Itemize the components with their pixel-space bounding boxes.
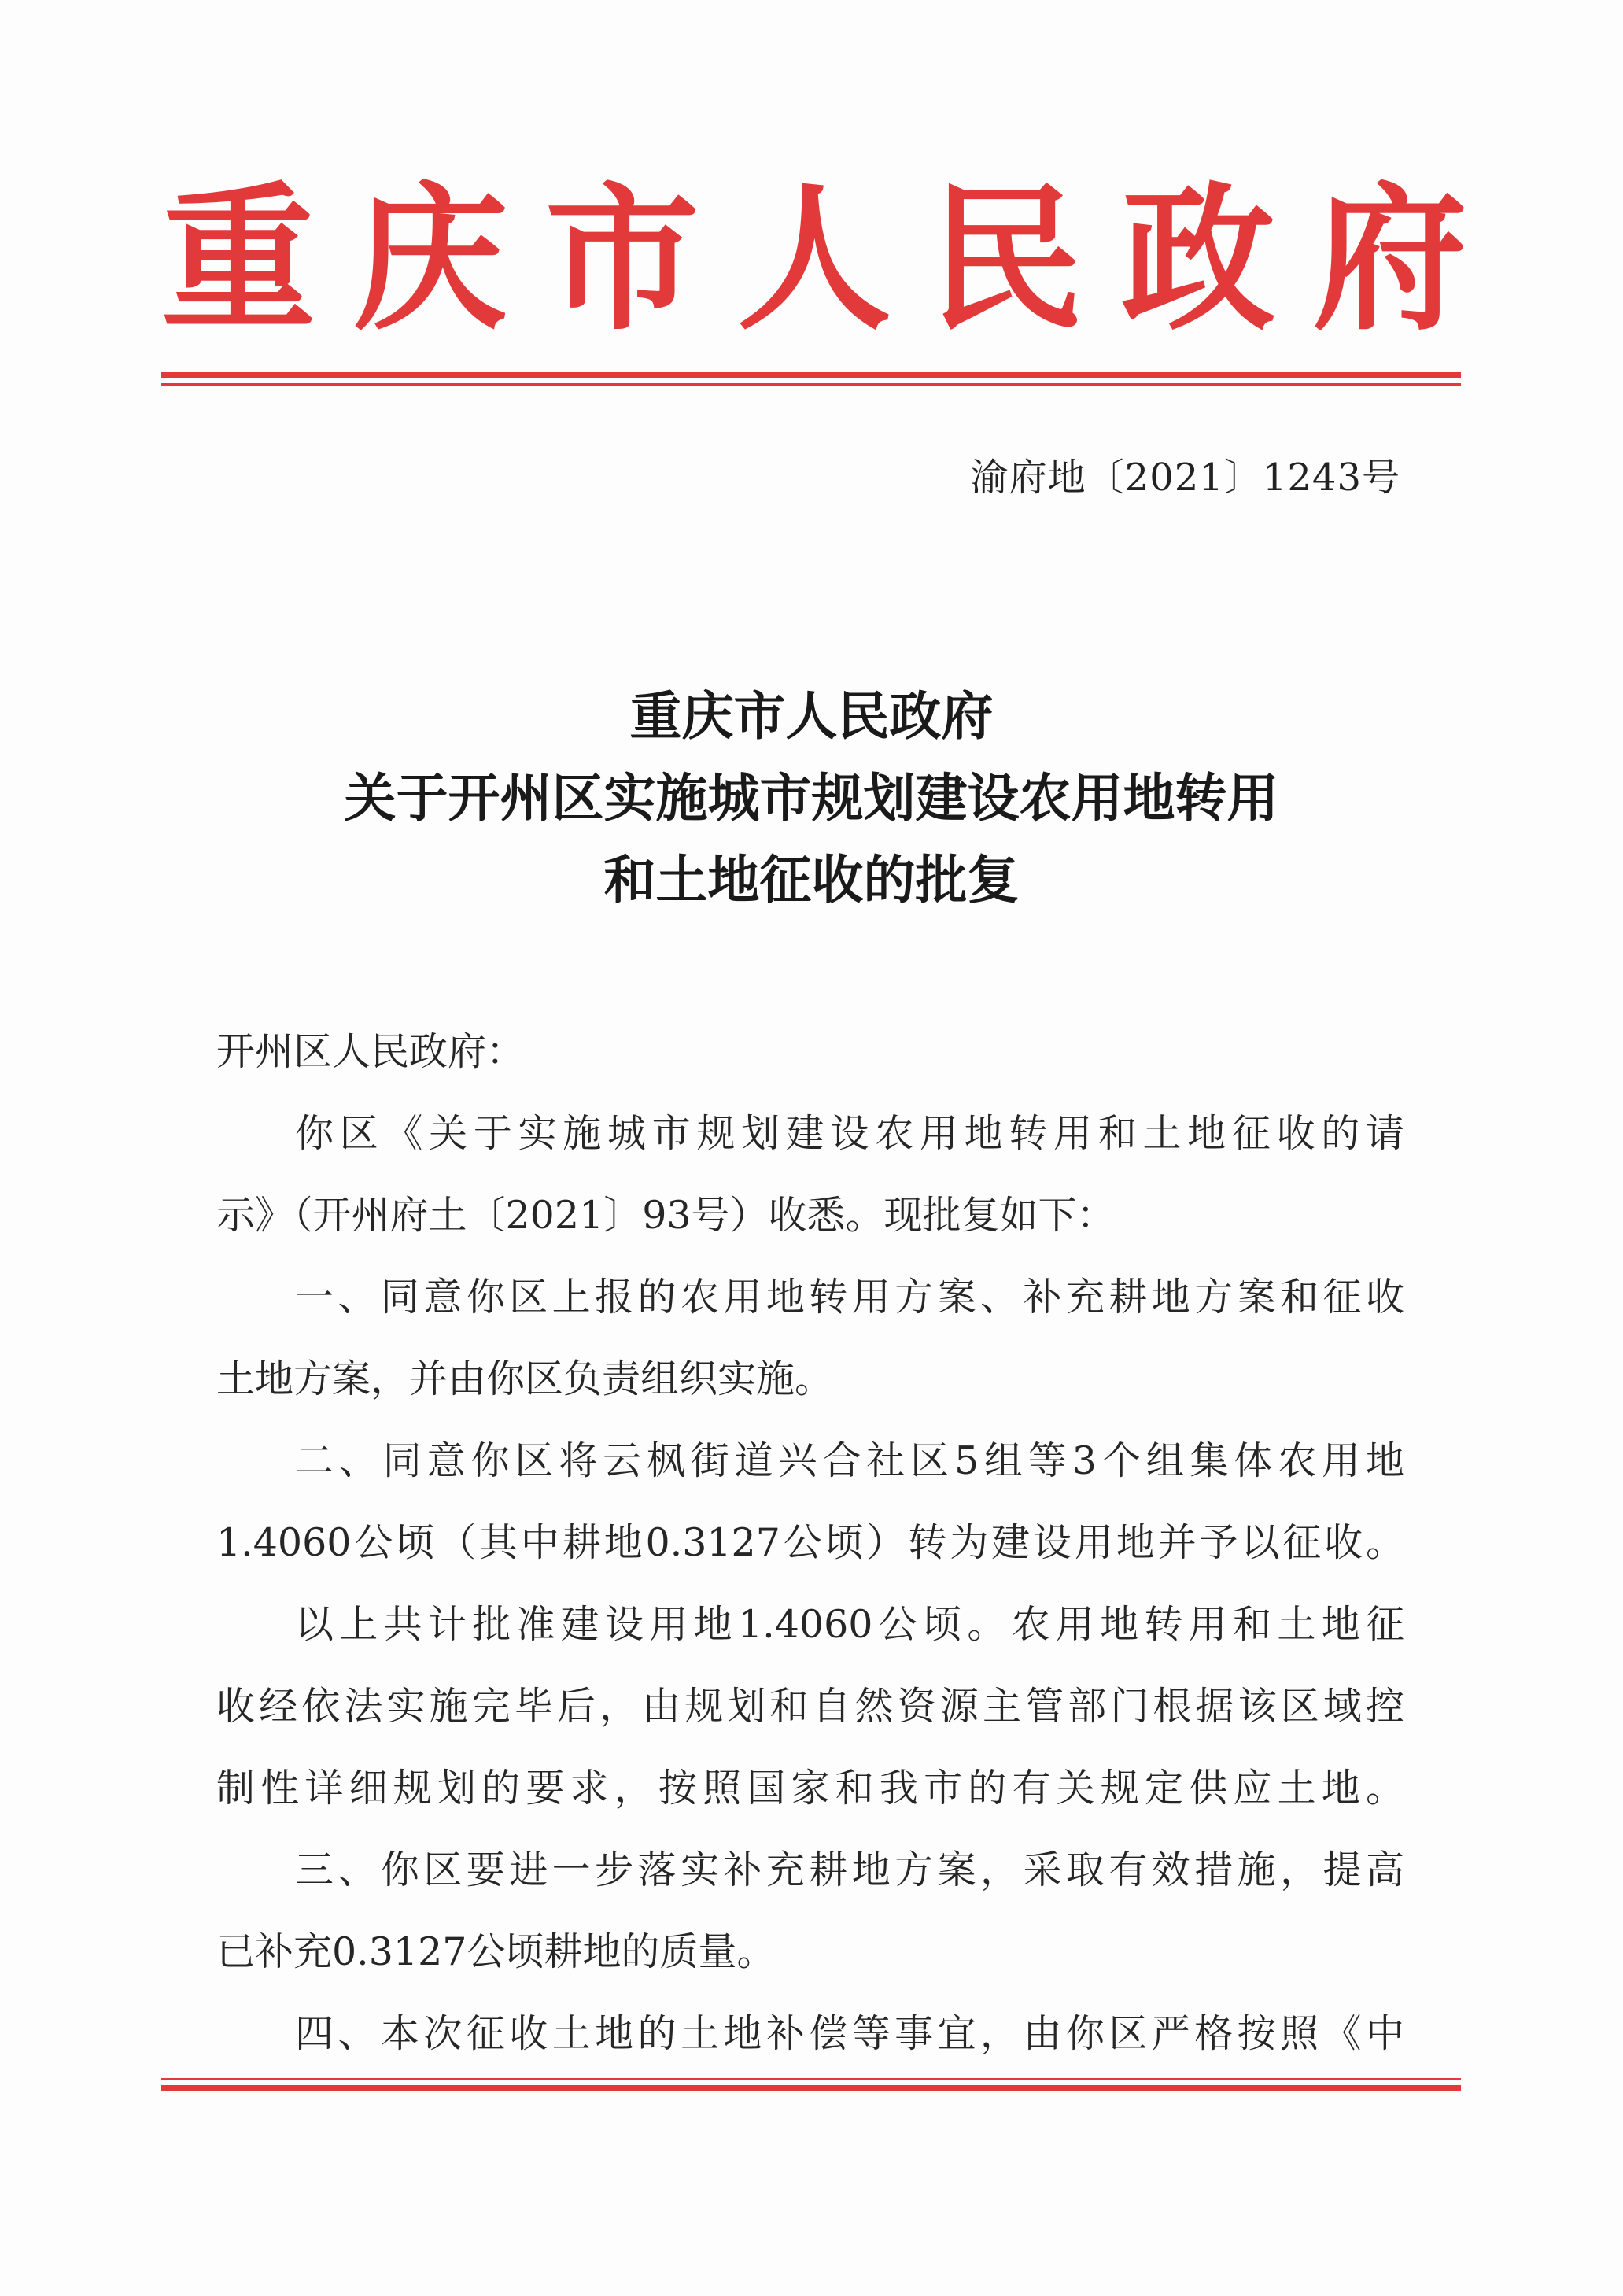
title-line: 和土地征收的批复: [603, 849, 1020, 910]
title-line: 重庆市人民政府: [629, 685, 994, 747]
header-divider-thin: [161, 383, 1461, 386]
document-title: [0, 675, 1623, 921]
title-line: 关于开州区实施城市规划建设农用地转用: [344, 767, 1279, 829]
masthead-char: 人: [736, 167, 891, 353]
document-body: [216, 1011, 1404, 2075]
paragraph-line: 示》（开州府土〔2021〕93号）收悉。现批复如下：: [216, 1193, 1116, 1238]
masthead-char: 民: [928, 167, 1083, 353]
footer-divider-thin: [161, 2078, 1461, 2080]
paragraph-line: 收经依法实施完毕后，由规划和自然资源主管部门根据该区域控: [216, 1684, 1404, 1729]
paragraph-line: 你区《关于实施城市规划建设农用地转用和土地征收的请: [295, 1111, 1404, 1156]
masthead-char: 市: [544, 167, 699, 353]
paragraph-line: 三、你区要进一步落实补充耕地方案，采取有效措施，提高: [295, 1848, 1404, 1892]
addressee: 开州区人民政府：: [216, 1029, 526, 1074]
paragraph-line: 二、同意你区将云枫街道兴合社区5组等3个组集体农用地: [295, 1438, 1404, 1483]
header-divider-thick: [161, 372, 1461, 378]
masthead-char: 政: [1120, 167, 1275, 353]
paragraph-line: 四、本次征收土地的土地补偿等事宜，由你区严格按照《中: [295, 2011, 1404, 2056]
masthead-char: 重: [161, 167, 316, 353]
masthead-char: 庆: [352, 167, 507, 353]
paragraph-line: 已补充0.3127公顷耕地的质量。: [216, 1929, 776, 1974]
paragraph-line: 以上共计批准建设用地1.4060公顷。农用地转用和土地征: [295, 1602, 1404, 1647]
paragraph-line: 土地方案，并由你区负责组织实施。: [216, 1357, 834, 1401]
document-number: 渝府地〔2021〕1243号: [970, 456, 1400, 500]
paragraph-line: 一、同意你区上报的农用地转用方案、补充耕地方案和征收: [295, 1275, 1404, 1320]
issuer-masthead: [161, 167, 1467, 353]
paragraph-line: 1.4060公顷（其中耕地0.3127公顷）转为建设用地并予以征收。: [216, 1520, 1404, 1565]
masthead-char: 府: [1312, 167, 1467, 353]
paragraph-line: 制性详细规划的要求，按照国家和我市的有关规定供应土地。: [216, 1766, 1404, 1811]
footer-divider-thick: [161, 2085, 1461, 2091]
